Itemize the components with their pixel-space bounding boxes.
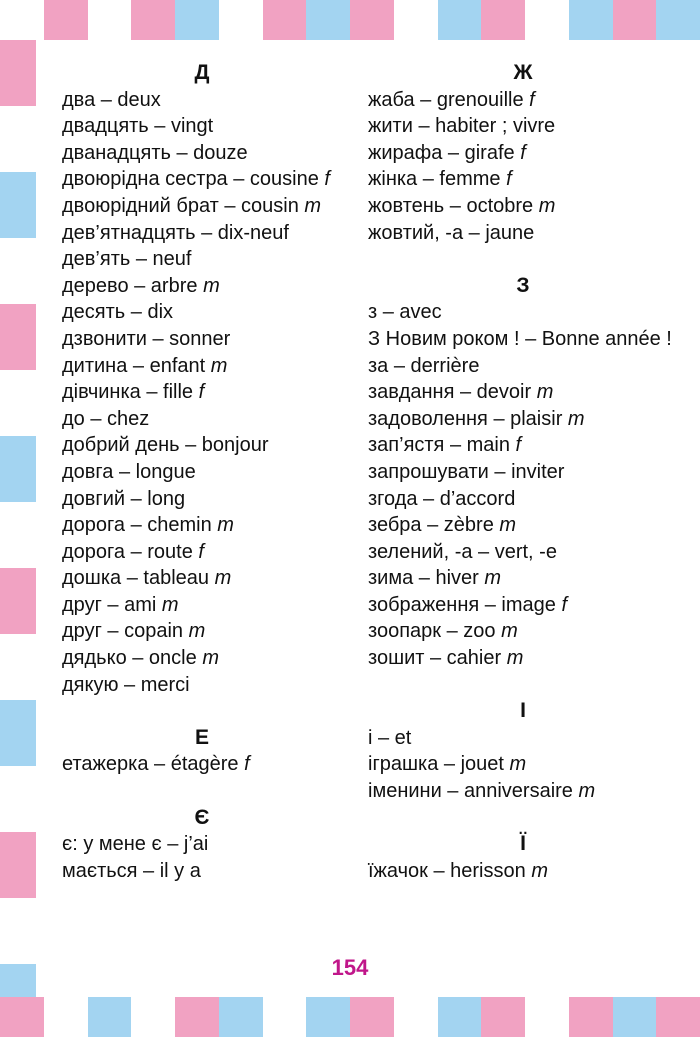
entry-text: зоопарк – zoo bbox=[368, 620, 496, 643]
entry-text: дитина – enfant bbox=[62, 354, 206, 377]
left-border-block bbox=[0, 832, 36, 898]
bottom-border-block bbox=[88, 997, 132, 1037]
letter-heading: Е bbox=[194, 725, 209, 749]
bottom-border-block bbox=[438, 997, 482, 1037]
gender-marker: m bbox=[531, 859, 548, 882]
bottom-border-block bbox=[131, 997, 175, 1037]
top-border-block bbox=[613, 0, 657, 40]
dictionary-entry bbox=[62, 406, 342, 433]
entry-text: зима – hiver bbox=[368, 567, 479, 590]
letter-heading: З bbox=[516, 273, 530, 297]
dictionary-entry bbox=[62, 831, 342, 858]
dictionary-entry bbox=[62, 618, 342, 645]
bottom-border-stripe bbox=[0, 997, 700, 1037]
entry-text: дорога – chemin bbox=[62, 514, 212, 537]
left-border-block bbox=[0, 568, 36, 634]
dictionary-entry bbox=[368, 618, 678, 645]
section-spacer bbox=[368, 805, 678, 832]
gender-marker: m bbox=[214, 567, 232, 590]
dictionary-entry bbox=[62, 565, 342, 592]
bottom-border-block bbox=[306, 997, 350, 1037]
gender-marker: f bbox=[520, 141, 526, 164]
gender-marker: m bbox=[202, 647, 219, 670]
top-border-block bbox=[131, 0, 175, 40]
gender-marker: m bbox=[484, 567, 502, 590]
left-border-block bbox=[0, 436, 36, 502]
section-spacer bbox=[62, 698, 342, 725]
dictionary-entry bbox=[368, 539, 678, 566]
entry-text: жирафа – girafe bbox=[368, 141, 515, 164]
dictionary-entry bbox=[62, 459, 342, 486]
dictionary-entry bbox=[368, 565, 678, 592]
left-column bbox=[62, 60, 342, 884]
dictionary-entry bbox=[368, 486, 678, 513]
gender-marker: m bbox=[203, 274, 220, 297]
gender-marker: f bbox=[244, 753, 250, 776]
dictionary-entry bbox=[62, 379, 342, 406]
gender-marker: m bbox=[161, 593, 179, 616]
entry-text: жовтень – octobre bbox=[368, 194, 534, 217]
dictionary-entry bbox=[62, 592, 342, 619]
dictionary-entry bbox=[368, 406, 678, 433]
dictionary-entry bbox=[62, 539, 342, 566]
dictionary-entry bbox=[62, 113, 342, 140]
bottom-border-block bbox=[656, 997, 700, 1037]
top-border-block bbox=[569, 0, 613, 40]
entry-text: жаба – grenouille bbox=[368, 88, 524, 111]
left-border-block bbox=[0, 304, 36, 370]
bottom-border-block bbox=[219, 997, 263, 1037]
bottom-border-block bbox=[175, 997, 219, 1037]
bottom-border-block bbox=[263, 997, 307, 1037]
entry-text: іграшка – jouet bbox=[368, 753, 504, 776]
entry-text: етажерка – étagère bbox=[62, 753, 239, 776]
gender-marker: m bbox=[501, 620, 518, 643]
dictionary-entry bbox=[62, 645, 342, 672]
top-border-block bbox=[219, 0, 263, 40]
gender-marker: f bbox=[506, 168, 512, 191]
dictionary-entry bbox=[368, 858, 678, 885]
entry-text: їжачок – herisson bbox=[368, 859, 526, 882]
entry-text: двоюрідний брат – cousin bbox=[62, 194, 299, 217]
left-border-block bbox=[0, 700, 36, 766]
entry-text: дерево – arbre bbox=[62, 274, 198, 297]
page-number: 154 bbox=[331, 955, 369, 980]
gender-marker: f bbox=[515, 434, 522, 457]
dictionary-entry bbox=[368, 87, 678, 114]
entry-text: дядько – oncle bbox=[62, 647, 197, 670]
letter-heading: Ї bbox=[520, 832, 526, 856]
dictionary-entry bbox=[368, 778, 678, 805]
dictionary-entry bbox=[368, 140, 678, 167]
top-border-block bbox=[481, 0, 525, 40]
entry-text: друг – ami bbox=[62, 593, 157, 616]
entry-text: двадцять – vingt bbox=[62, 115, 214, 138]
entry-text: дошка – tableau bbox=[62, 567, 210, 590]
dictionary-entry bbox=[62, 193, 342, 220]
entry-text: дзвонити – sonner bbox=[62, 327, 231, 350]
entry-text: два – deux bbox=[62, 88, 161, 111]
gender-marker: m bbox=[217, 514, 234, 537]
section-spacer bbox=[368, 672, 678, 699]
entry-text: задоволення – plaisir bbox=[368, 407, 563, 430]
entry-text: добрий день – bonjour bbox=[62, 434, 269, 457]
entry-text: дев’ять – neuf bbox=[62, 248, 192, 271]
entry-text: дорога – route bbox=[62, 540, 193, 563]
dictionary-entry bbox=[62, 87, 342, 114]
right-column bbox=[368, 60, 678, 884]
top-border-block bbox=[0, 0, 44, 40]
left-border-stripe bbox=[0, 40, 36, 997]
top-border-block bbox=[525, 0, 569, 40]
entry-text: друг – copain bbox=[62, 620, 184, 643]
dictionary-entry bbox=[368, 220, 678, 247]
dictionary-entry bbox=[62, 432, 342, 459]
bottom-border-block bbox=[613, 997, 657, 1037]
entry-text: дванадцять – douze bbox=[62, 141, 248, 164]
entry-text: двоюрідна сестра – cousine bbox=[62, 168, 319, 191]
gender-marker: m bbox=[578, 780, 596, 803]
left-border-block bbox=[0, 766, 36, 832]
gender-marker: m bbox=[188, 620, 206, 643]
dictionary-entry bbox=[62, 220, 342, 247]
entry-text: мається – il y a bbox=[62, 859, 201, 882]
entry-text: до – chez bbox=[62, 407, 150, 430]
bottom-border-block bbox=[481, 997, 525, 1037]
left-border-block bbox=[0, 40, 36, 106]
entry-text: зебра – zèbre bbox=[368, 514, 494, 537]
left-border-block bbox=[0, 634, 36, 700]
bottom-border-block bbox=[350, 997, 394, 1037]
dictionary-entry bbox=[368, 751, 678, 778]
entry-text: згода – d’accord bbox=[368, 487, 516, 510]
gender-marker: m bbox=[506, 647, 524, 670]
gender-marker: m bbox=[304, 194, 322, 217]
dictionary-entry bbox=[62, 166, 342, 193]
entry-text: жити – habiter ; vivre bbox=[368, 115, 556, 138]
bottom-border-block bbox=[0, 997, 44, 1037]
entry-text: дякую – merci bbox=[62, 673, 190, 696]
gender-marker: f bbox=[529, 88, 535, 111]
gender-marker: m bbox=[210, 354, 228, 377]
section-spacer bbox=[62, 778, 342, 805]
dictionary-entry bbox=[62, 140, 342, 167]
letter-heading: Є bbox=[194, 805, 210, 829]
top-border-stripe bbox=[0, 0, 700, 40]
dictionary-entry bbox=[368, 299, 678, 326]
letter-heading: Ж bbox=[513, 61, 533, 84]
gender-marker: f bbox=[561, 593, 568, 616]
left-border-block bbox=[0, 106, 36, 172]
dictionary-entry bbox=[62, 672, 342, 699]
entry-text: жінка – femme bbox=[368, 168, 501, 191]
dictionary-entry bbox=[368, 166, 678, 193]
dictionary-entry bbox=[62, 353, 342, 380]
dictionary-entry bbox=[368, 432, 678, 459]
entry-text: дівчинка – fille bbox=[62, 381, 194, 404]
top-border-block bbox=[350, 0, 394, 40]
top-border-block bbox=[175, 0, 219, 40]
gender-marker: m bbox=[509, 753, 527, 776]
entry-text: зап’ястя – main bbox=[368, 434, 510, 457]
dictionary-entry bbox=[62, 273, 342, 300]
entry-text: з – avec bbox=[368, 301, 442, 324]
gender-marker: f bbox=[324, 168, 330, 191]
dictionary-entry bbox=[62, 512, 342, 539]
dictionary-entry bbox=[368, 725, 678, 752]
entry-text: завдання – devoir bbox=[368, 381, 532, 404]
letter-heading: І bbox=[520, 699, 526, 723]
bottom-border-block bbox=[44, 997, 88, 1037]
dictionary-entry bbox=[368, 379, 678, 406]
dictionary-entry bbox=[368, 645, 678, 672]
top-border-block bbox=[394, 0, 438, 40]
entry-text: довга – longue bbox=[62, 460, 196, 483]
letter-heading: Д bbox=[194, 61, 210, 84]
entry-text: жовтий, -а – jaune bbox=[368, 221, 535, 244]
dictionary-entry bbox=[62, 858, 342, 885]
left-border-block bbox=[0, 238, 36, 304]
bottom-border-block bbox=[569, 997, 613, 1037]
bottom-border-block bbox=[525, 997, 569, 1037]
top-border-block bbox=[88, 0, 132, 40]
dictionary-entry bbox=[368, 512, 678, 539]
entry-text: запрошувати – inviter bbox=[368, 460, 565, 483]
gender-marker: f bbox=[198, 540, 204, 563]
dictionary-entry bbox=[368, 113, 678, 140]
entry-text: за – derrière bbox=[368, 354, 480, 377]
entry-text: довгий – long bbox=[62, 487, 186, 510]
left-border-block bbox=[0, 172, 36, 238]
entry-text: іменини – anniversaire bbox=[368, 780, 573, 803]
entry-text: зошит – cahier bbox=[368, 647, 502, 670]
top-border-block bbox=[44, 0, 88, 40]
dictionary-entry bbox=[62, 751, 342, 778]
top-border-block bbox=[306, 0, 350, 40]
dictionary-entry bbox=[62, 246, 342, 273]
dictionary-entry bbox=[62, 326, 342, 353]
dictionary-entry bbox=[368, 193, 678, 220]
dictionary-entry bbox=[368, 326, 678, 353]
dictionary-entry bbox=[368, 353, 678, 380]
gender-marker: m bbox=[567, 407, 585, 430]
entry-text: десять – dix bbox=[62, 301, 174, 324]
top-border-block bbox=[263, 0, 307, 40]
gender-marker: f bbox=[198, 381, 205, 404]
top-border-block bbox=[438, 0, 482, 40]
dictionary-entry bbox=[62, 299, 342, 326]
gender-marker: m bbox=[536, 381, 554, 404]
bottom-border-block bbox=[394, 997, 438, 1037]
entry-text: є: у мене є – j’ai bbox=[62, 833, 209, 856]
entry-text: З Новим роком ! – Bonne année ! bbox=[368, 327, 672, 350]
left-border-block bbox=[0, 502, 36, 568]
entry-text: зелений, -а – vert, -e bbox=[368, 540, 557, 563]
dictionary-entry bbox=[368, 459, 678, 486]
dictionary-entry bbox=[62, 486, 342, 513]
gender-marker: m bbox=[538, 194, 556, 217]
gender-marker: m bbox=[499, 514, 517, 537]
dictionary-entry bbox=[368, 592, 678, 619]
entry-text: і – et bbox=[368, 726, 412, 749]
entry-text: дев’ятнадцять – dix-neuf bbox=[62, 221, 289, 244]
entry-text: зображення – image bbox=[368, 593, 556, 616]
left-border-block bbox=[0, 370, 36, 436]
section-spacer bbox=[368, 246, 678, 273]
top-border-block bbox=[656, 0, 700, 40]
